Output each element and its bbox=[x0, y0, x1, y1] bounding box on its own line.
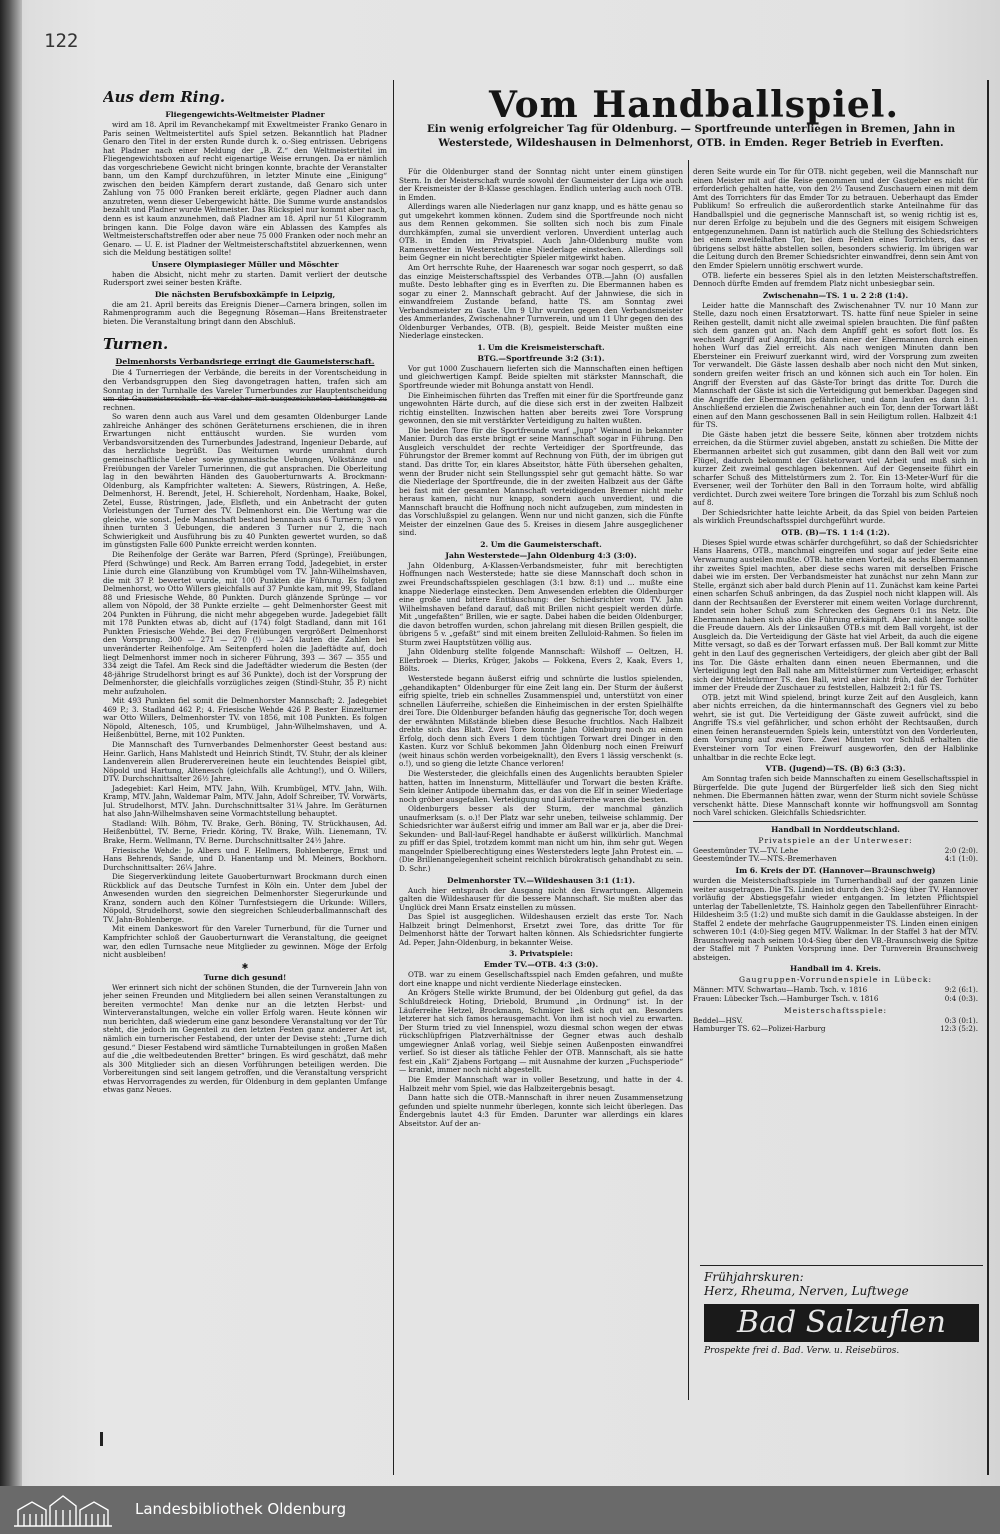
main-subtitle: Ein wenig erfolgreicher Tag für Oldenburg. — Sportfreunde unterliegen in Bremen, Jahn in Westerstede, Wildeshausen in Delmenhorst, OTB. in Emden. Reger Betrieb in Everften. bbox=[426, 123, 956, 149]
ring-heading: Aus dem Ring. bbox=[103, 88, 226, 106]
section-heading: 1. Um die Kreismeisterschaft. bbox=[477, 342, 605, 352]
article-text: Jadegebiet: Karl Heim, MTV. Jahn, Wilh. Krumbügel, MTV. Jahn, Wilh. Kramp, MTV. Jahn, Waldemar Palm, MTV. Jahn, Adolf Schreiber, TV. Vorwärts, Jul. Strudelhorst, MTV. Jahn. Durchschnittsalter 31¼ Jahre. Im Geräturnen hat also Jahn-Wilhelmshaven seine Vormachtstellung behauptet. bbox=[103, 783, 387, 819]
divider bbox=[693, 821, 978, 822]
results-list bbox=[693, 847, 978, 864]
article-text: Stadland: Wilh. Böhm, TV. Brake, Gerh. Böning, TV. Strückhausen, Ad. Heißenbüttel, TV. Berne, Friedr. Köring, TV. Brake, Wilh. Lienemann, TV. Brake, Herm. Wellmann, TV. Berne. Durchschnittsalter 24½ Jahre. bbox=[103, 818, 387, 846]
article-text: wurden die Meisterschaftsspiele im Turnerhandball auf der ganzen Linie weiter ausgetragen. Die TS. Linden ist durch den 3:2-Sieg über TV. Hannover vorläufig der Abstiegsgefahr wieder entgangen. Im letzten Pflichtspiel unterlag der Tabellenletzte, TS. Hainholz gegen den Tabellenführer Einracht-Hildesheim 3:5 (1:2) und mußte sich damit in die Gauklasse absteigen. In der Staffel 2 endete der mehrfache Gaugruppenmeister TS. Linden einen einigen schweren 10:1 (4:0)-Sieg gegen MTV. Walkmar. In der Staffel 3 hat der MTV. Braunschweig nach seinem 10:4-Sieg über den VB.-Braunschweig die Spitze der Staffel mit 7 Punkten Vorsprung inne. Der Turnverein Braunschweig absteigen. bbox=[693, 876, 978, 962]
article-text: An Krögers Stelle wirkte Brumund, der bei Oldenburg gut gefiel, da das Schlußdreieck Hoting, Driebold, Brumund „in Ordnung“ ist. In der Läuferreihe Hetzel, Brockmann, Schmiger ließ sich gut an. Besonders letzterer hat sich famos herausgemacht. Von ihm ist noch viel zu erwarten. Der Sturm tried zu viel Innenspiel, wozu diesmal schon wegen der etwas rückschlüpfrigen Platzverhältnisse der Gegner etwas auch deshalb umgewiegner Anlaß vorlag, weil Siebje seinen Außenposten einwandfrei verlief. So ist dieser als tätliche Fehler der OTB. Mannschaft, als sie hatte fest ein „Kali“ Zjabens Fortgang — mit Ausnahme der kurzen „Fuchsperiode“ — krankt, immer noch nicht abgestellt. bbox=[399, 988, 683, 1075]
subsection-heading: Gaugruppen-Vorrundenspiele in Lübeck: bbox=[738, 975, 933, 985]
turnen-heading: Turnen. bbox=[103, 335, 169, 354]
article-text: Oldenburgers besser als der Sturm, der manchmal gänzlich unaufmerksam (s. o.)! Der Platz war sehr uneben, teilweise schlammig. Der Schiedsrichter war äußerst eifrig und immer am Ball war er ja, aber die Drei-Sekunden- und Ball-lauf-Regel handhabte er äußerst willkürlich. Manchmal zu pfiff er das Spiel, trotzdem kommt man nicht um hin, ihm sehr gut. Wegen mangelnder Spielberechtigung eines Westersteders legte Jahn Protest ein. — (Die Brillenangelegenheit scheint reichlich bürokratisch gehandhabt zu sein. D. Schr.) bbox=[399, 804, 683, 874]
section-heading: 3. Privatspiele: bbox=[509, 949, 573, 959]
article-text: Für die Oldenburger stand der Sonntag nicht unter einem günstigen Stern. In der Meisterschaft wurde sowohl der Gaumeister der Liga wie auch der Kreismeister der B-Klasse geschlagen. Endlich unterlag auch noch OTB. in Emden. bbox=[399, 168, 683, 202]
article-text: OTB. war zu einem Gesellschaftsspiel nach Emden gefahren, und mußte dort eine knappe und nicht verdiente Niederlage einstecken. bbox=[399, 970, 683, 988]
article-text: Jahn Oldenburg stellte folgende Mannschaft: Wilshoff — Oeltzen, H. Ellerbroek — Dierks, Krüger, Jakobs — Fokkena, Evers 2, Kaak, Evers 1, Bölts. bbox=[399, 647, 683, 674]
match-heading: Emder TV.—OTB. 4:3 (3:0). bbox=[483, 960, 599, 970]
article-text: Wer erinnert sich nicht der schönen Stunden, die der Turnverein Jahn von jeher seinen Freunden und Mitgliedern bei allen seinen Veranstaltungen zu bereiten vermochte! Man denke nur an die letzten Herbst- und Winterveranstaltungen, welche ein voller Erfolg waren. Heute können wir nun berichten, daß wiederum eine ganz besondere Veranstaltung vor der Tür steht, die jedoch im Gegenteil zu den letzten Festen ganz anderer Art ist, nämlich ein turnerischer Festabend, der unter der Devise steht: „Turne dich gesund.“ Dieser Festabend wird sämtliche Turnabteilungen in großen Maßen auf die „die weltbedeutenden Bretter“ bringen. Es wird geschätzt, daß mehr als 300 Mitglieder sich an diesen Vorführungen beteiligen werden. Die Vorbereitungen sind seit langem getroffen, und die Veranstaltung verspricht etwas Hervorragendes zu werden, für Oldenburg in dem geplanten Umfange etwas ganz Neues. bbox=[103, 982, 387, 1095]
ad-footnote: Prospekte frei d. Bad. Verw. u. Reisebüros. bbox=[704, 1346, 900, 1356]
subsection-heading: Im 6. Kreis der DT. (Hannover—Braunschweig) bbox=[735, 866, 936, 876]
ad-line: Frühjahrskuren: bbox=[704, 1270, 804, 1284]
article-text: Am Sonntag trafen sich beide Mannschaften zu einem Gesellschaftsspiel in Bürgerfelde. Die gute Jugend der Bürgerfelder ließ sich den Sieg nicht nehmen. Die Ebermannen hätten zwar, wenn der Sturm nicht soviele Schüsse verschenkt hätte. Diese Mannschaft konnte wir hoffnungsvoll am Sonntag noch Varel schicken. Gleichfalls Schiedsrichter. bbox=[693, 774, 978, 818]
article-text: Auch hier entsprach der Ausgang nicht den Erwartungen. Allgemein galten die Wildeshauser für die bessere Mannschaft. Sie mußten aber das Unglück drei Mann Ersatz einstellen zu müssen. bbox=[399, 885, 683, 912]
result-row: Hamburger TS. 62—Polizei-Harburg 12:3 (5:2). bbox=[693, 1024, 978, 1034]
column-rule bbox=[688, 160, 689, 1400]
library-name: Landesbibliothek Oldenburg bbox=[135, 1500, 347, 1518]
ad-brand: Bad Salzuflen bbox=[704, 1304, 979, 1342]
article-text: Mit 493 Punkten fiel somit die Delmenhorster Mannschaft; 2. Jadegebiet 469 P.; 3. Stadland 462 P.; 4. Friesische Wehde 426 P. Bester Einzelturner war Otto Willers, Delmenhorster TV. von 1856, mit 108 Punkten. Es folgen Nöpold, Altenesch, 105, und Krumbügel, Jahn-Wilhelmshaven, und A. Heißenbüttel, Berne, mit 102 Punkten. bbox=[103, 696, 387, 740]
article-text: Die beiden Tore für die Sportfreunde warf „Jupp“ Weinand in bekannter Manier. Durch das erste bringt er seine Mannschaft sogar in Führung. Den Ausgleich verschuldet der rechte Verteidiger der Sportfreunde, das Führungstor der Bremer kommt auf Rechnung von Füth, der im übrigen gut stand. Das dritte Tor, ein klares Abseitstor, hätte Füth übersehen gehalten, wenn der Bruder nicht sein Stellungsspiel sehr gut gemacht hätte. So war die Niederlage der Sportfreunde, die in der zweiten Halbzeit aus der Gäfte bei fast mit der gesamten Mannschaft verteidigenden Bremer nicht mehr heraus kamen, nicht nur knapp, sondern auch unverdient, und die Mannschaft braucht die Hoffnung noch nicht aufzugeben, zum mindesten in das Vorschlußspiel zu gelangen. Wenn nur und nicht ganzen, sich die Fünfte Meister der einzelnen Gaue des 5. Kreises in diesem Jahre ausgeglichener sind. bbox=[399, 425, 683, 538]
article-text: Allerdings waren alle Niederlagen nur ganz knapp, und es hätte genau so gut umgekehrt kommen können. Zudem sind die Sportfreunde noch nicht aus dem Rennen gekommen. Sie sollten sich noch bis zum Finale durchkämpfen, zumal sie unverdient verloren. Unverdient unterlag auch OTB. in Emden im Privatspiel. Auch Jahn-Oldenburg mußte vom Ramensvetter in Westerstede eine Niederlage einstecken. Allerdings soll beim Gegner ein nicht berechtigter Spieler mitgewirkt haben. bbox=[399, 202, 683, 263]
article-heading: Fliegengewichts-Weltmeister Pladner bbox=[165, 110, 325, 119]
section-heading: 2. Um die Gaumeisterschaft. bbox=[480, 539, 602, 549]
subsection-heading: Meisterschaftsspiele: bbox=[783, 1005, 888, 1015]
main-title: Vom Handballspiel. bbox=[488, 84, 900, 126]
asterisk-divider: ✱ bbox=[241, 961, 249, 971]
library-building-icon bbox=[10, 1492, 116, 1528]
results-list bbox=[693, 986, 978, 1003]
match-heading: BTG.—Sportfreunde 3:2 (3:1). bbox=[477, 353, 605, 363]
subsection-heading: Privatspiele an der Unterweser: bbox=[758, 835, 913, 845]
result-row: Frauen: Lübecker Tsch.—Hamburger Tsch. v. 1816 0:4 (0:3). bbox=[693, 994, 978, 1004]
article-text: Dann hatte sich die OTB.-Mannschaft in ihrer neuen Zusammensetzung gefunden und spielte nunmehr überlegen, konnte sich leicht überlegen. Das Endergebnis lautet 4:3 für Emden. Darunter war allerdings ein klares Abseitstor. Auf der an- bbox=[399, 1093, 683, 1128]
article-text: Die Gäste haben jetzt die bessere Seite, können aber trotzdem nichts erreichen, da die Stürmer zuviel abgeben, anstatt zu schießen. Die Mitte der Ebermannen arbeitet sich gut zusammen, gibt dann den Ball weit vor zum Flügel, dadurch bekommt der Gästetorwart viel Arbeit und muß sich in kurzer Zeit zweimal geschlagen bekennen. Auf der Gegenseite führt ein scharfer Schuß des Mittelstürmers zum 2. Tor. Ein 13-Meter-Wurf für die Eversener, weil der Torhüter den Ball in den Torraum holte, wird abfällig verdichtet. Durch zwei weitere Tore bringen die Torzahl bis zum Schluß noch auf 8. bbox=[693, 429, 978, 508]
page-number: 122 bbox=[44, 30, 79, 52]
article-text: haben die Absicht, nicht mehr zu starten. Damit verliert der deutsche Rudersport zwei seiner besten Kräfte. bbox=[103, 269, 387, 288]
column-middle bbox=[399, 168, 683, 1468]
advertisement bbox=[704, 1270, 979, 1382]
result-row: Männer: MTV. Schwartau—Hamb. Tsch. v. 1816 9:2 (6:1). bbox=[693, 985, 978, 995]
column-rule bbox=[393, 80, 394, 1475]
article-text: Jahn Oldenburg, A-Klassen-Verbandsmeister, fuhr mit berechtigten Hoffnungen nach Westerstede; hatte sie diese Mannschaft doch schon in zwei Freundschaftsspielen geschlagen (3:1 bzw. 8:1) und ... mußte eine knappe Niederlage einstecken. Dem Anwesenden erlebten die Oldenburger eine große und bittere Enttäuschung: der Schiedsrichter vom TV. Jahn Wilhelmshaven befand darauf, daß mit Brillen nicht gespielt werden dürfe. Mit „ungefaßten“ Brillen, wie er sagte. Dabei haben die beiden Oldenburger, die davon betroffen wurden, schon jahrelang mit diesen Brillen gespielt, die übrigens 5 v. „gefaßt“ sind mit einem breiten Zelluloid-Rahmen. So fielen im Sturm zwei Hauptstützen völlig aus. bbox=[399, 560, 683, 647]
library-footer bbox=[0, 1486, 1000, 1534]
article-text: Mit einem Dankeswort für den Vareler Turnerbund, für die Turner und Kampfrichter schloß der Gauoberturnwart die Veranstaltung, die geeignet war, den edlen Turnsache neue Mitglieder zu gewinnen. Möge der Erfolg nicht ausbleiben! bbox=[103, 924, 387, 960]
article-text: Westerstede begann äußerst eifrig und schnürte die lustlos spielenden, „gehandikapten“ Oldenburger für eine Zeit lang ein. Der Sturm der äußerst eifrig spielte, trieb ein schnelles Zusammenspiel und, unterstützt von einer schnellen Läuferreihe, schießen die Einheimischen in der ersten Spielhälfte drei Tore. Die Oldenburger befanden häufig das gegnerische Tor, doch wegen der erwähnten Mißstände blieben diese Besuche fruchtlos. Nach Halbzeit drehte sich das Blatt. Zwei Tore konnte Jahn Oldenburg noch zu einem Erfolg, doch denn sich Evers 1 dem tüchtigen Torwart drei Dinger in den Kasten. Kurz vor Schluß bekommen Jahn Oldenburg noch einen Freiwurf (weit hinaus schön werden vorbeigeknallt), den Evers 1 lässig verschenkt (s. o.!), und so gieng die letzte Chance verloren! bbox=[399, 673, 683, 769]
article-heading: Turne dich gesund! bbox=[203, 972, 287, 982]
article-text: Die Reihenfolge der Geräte war Barren, Pferd (Sprünge), Freiübungen, Pferd (Schwünge) und Reck. Am Barren errang Todd, Jadegebiet, in erster Linie durch eine Glanzübung von Krumbügel vom TV. Jahn-Wilhelmshaven, die mit 37 P. bewertet wurde, mit 100 Punkten die Führung. Es folgten Delmenhorst, wo Otto Willers gleichfalls auf 37 Punkte kam, mit 99, Stadland 88 und Friesische Wehde, 80 Punkten. Durch glänzende Sprünge — vor allem von Nöpold, der 38 Punkte erzielte — geht Delmenhorster Geest mit 204 Punkten in Führung, die nicht mehr abgegeben wurde. Jadegebiet fällt mit 178 Punkten etwas ab, dicht auf (174) folgt Stadland, dann mit 161 Punkten Friesische Wehde. Bei den Freiübungen vergrößert Delmenhorst den Vorsprung. 300 — 271 — 270 (!) — 245 lauten die Zahlen bei unveränderter Reihenfolge. Am Seitenpferd holen die Jadeftädte auf, doch liegt Delmenhorst immer noch in sicherer Führung, 393 — 367 — 355 und 334 zeigt die Tafel. Am Reck sind die Jadeftädter wiederum die Besten (der 48-jährige Strudelhorst bringt es auf 36 Punkte), doch ist der Vorsprung der Delmenhorster, die gleichfalls vorzügliches zeigen (Stindl-Stuhr, 35 P.) nicht mehr aufzuholen. bbox=[103, 549, 387, 696]
article-text: Am Ort herrschte Ruhe, der Haarenesch war sogar noch gesperrt, so daß das einzige Meisterschaftsspiel des Verbandes OTB.—Jahn (O) ausfallen mußte. Desto lebhafter ging es in Everften zu. Die Ebermannen haben es sogar zu einer 2. Mannschaft gebracht. Auf der Jahnwiese, die sich in einwandfreiem Zustande befand, hatte TS. am Sonntag zwei Verbandsmeister zu Gaste. Um 9 Uhr wurden gegen den Verbandsmeister des Ammerlandes, Zwischenahner Turnverein, und um 11 Uhr gegen den des Oldenburger Verbandes, OTB. (B), gespielt. Beide Meister mußten eine Niederlage einstecken. bbox=[399, 263, 683, 341]
column-right bbox=[693, 168, 978, 1408]
article-text: Vor gut 1000 Zuschauern lieferten sich die Mannschaften einen heftigen und gleichwertigen Kampf. Beide spielten mit stärkster Mannschaft, die Sportfreunde wieder mit Bohunga anstatt von Hendl. bbox=[399, 363, 683, 391]
article-text: Friesische Wehde: Jo Albers und F. Hellmers, Bohlenberge, Ernst und Hans Behrends, Sande, und D. Hanentamp und M. Meiners, Bockhorn. Durchschnittsalter: 26¼ Jahre. bbox=[103, 845, 387, 872]
match-heading: Zwischenahn—TS. 1 u. 2 2:8 (1:4). bbox=[762, 290, 909, 300]
article-text: wird am 18. April im Revanchekampf mit Exweltmeister Franko Genaro in Paris seinen Weltmeistertitel aufs Spiel setzen. Bekanntlich hat Pladner Genaro den Titel in der ersten Runde durch k. o.-Sieg entrissen. Uebrigens hat Pladner nach einer Meldung der „B. Z.“ den Weltmeistertitel im Fliegengewichtsboxen auf recht eigenartige Weise errungen. Da er nämlich das vorgeschriebene Gewicht nicht bringen konnte, brachte der Veranstalter bann, um den Kampf durchzuführen, in letzter Minute eine „Einigung“ zwischen den beiden Kämpfern derart zustande, daß Genaro sich unter Zahlung von 75 000 Franken bereit erklärte, gegen Pladner auch dann anzutreten, wenn dieser Uebergewicht hätte. Die Summe wurde anstandslos bezahlt und Pladner wurde Weltmeister. Das Rückspiel nur kommt aber nach, denn es ist kaum anzunehmen, daß Pladner am 18. April nur 51 Kilogramm bringen kann. Die Folge davon wäre ein Ablassen des Kampfes als Weltmeisterschaftstreffen oder aber neue 75 000 Franken oder noch mehr an Genaro. — U. E. ist Pladner der Weltmeisterschaftstitel abzuerkennen, wenn sich die Meldung bestätigen sollte! bbox=[103, 120, 387, 258]
match-heading: OTB. (B)—TS. 1 1:4 (1:2). bbox=[781, 527, 890, 537]
article-text: Die Siegerverkündung leitete Gauoberturnwart Brockmann durch einen Rückblick auf das Deutsche Turnfest in Köln ein. Unter dem Jubel der Anwesenden wurden den siegreichen Delmenhorster Siegerurkunde und Kranz, sondern auch den Kölner Turnfestsiegern die Urkunde: Willers, Nöpold, Strudelhorst, sowie den siegreichen Schleuderballmannschaft des TV. Jahn-Bohlenberge. bbox=[103, 872, 387, 924]
article-heading: Die nächsten Berufsboxkämpfe in Leipzig, bbox=[154, 289, 336, 299]
article-text: Dieses Spiel wurde etwas schärfer durchgeführt, so daß der Schiedsrichter Hans Haarens, OTB., manchmal eingreifen und sogar auf jeder Seite eine Verwarnung austeilen mußte. OTB. hatte einen Vorteil, da sechs Ebermannen ihr zweites Spiel machten, aber diese sechs waren mit derselben Frische dabei wie im ersten. Der Verbandsmeister hat zunächst nur zehn Mann zur Stelle, ergänzt sich aber bald durch Plenin auf 11. Zunächst kam keine Partei einen scharfen Schuß anbringen, da das Zuspiel noch nicht klappen will. Als dann der Rechtsaußen der Eversterer mit einem weiten Vorlage durchrennt, landet sein hoher Schuß zum Schrecken des Gegners 0:1 ins Netz. Die Ebermannen haben sich also die Führung erkämpft. Aber nicht lange sollte die Freude dauern. Als der Linksaußen OTB.s mit dem Ball vorgeht, ist der Ausgleich da. Die Verteidigung der Gäste hat viel Arbeit, da auch die eigene Mitte versagt, so daß es der Torwart erfassen muß. Der Ball kommt zur Mitte geht in den Lauf des gegnerischen Verteidigers, der gleich aber gibt der Ball ins Tor. Die Gäste erhalten dann einen neuen Ebermannen, und die Verteidigung legt den Ball nahe am Mittelstürmer zum Verteidiger, erhascht sich der Mittelstürmer TS. den Ball, wird aber nicht früh, daß der Torhüter immer der Freude der Zuschauer zu feststellen, Halbzeit 2:1 für TS. bbox=[693, 537, 978, 693]
match-heading: Jahn Westerstede—Jahn Oldenburg 4:3 (3:0). bbox=[445, 550, 637, 560]
article-text: Die 4 Turnerriegen der Verbände, die bereits in der Vorentscheidung in den Verbandsgruppen den Sieg davongetragen hatten, trafen sich am Sonntag in der Turnhalle des Vareler Turnerbundes zur Hauptentscheidung um die Gaumeisterschaft. Es war daher mit ausgezeichneten Leistungen zu rechnen. bbox=[103, 368, 387, 412]
article-text: Leider hatte die Mannschaft des Zwischenahner TV. nur 10 Mann zur Stelle, dazu noch einen Ersatztorwart. TS. hatte fünf neue Spieler in seine Reihen gestellt, damit nicht alle zweimal spielen brauchten. Die fünf paßten sich dem ganzen gut an. Nach dem Anpfiff geht es sofort flott los. Es wechselt Angriff auf Angriff, bis dann einer der Ebermannen durch einen hohen Wurf das Ziel erreicht. Als nach wenigen Minuten dann ben Ebersteiner ein Freiwurf zuerkannt wird, wird der Vorsprung zum zweiten Tor verwandelt. Die Gäste lassen deshalb aber noch nicht den Mut sinken, sondern greifen weiter frisch an und können sich auch ein Tor holen. Ein Angriff der Eversten auf das Gäste-Tor bringt das dritte Tor. Durch die Mannschaft der Gäste ist sich die Verteidigung gut bemerkbar. Dagegen sind die Angriffe der Ebermannen gefährlicher, und dann laufen es dann 3:1. Anschließend erzielen die Zwischenahner auch ein Tor, denn der Torwart läßt einen auf den Mann geschossenen Ball in sein Heiligtum rollen. Halbzeit 4:1 für TS. bbox=[693, 300, 978, 430]
article-heading: Delmenhorsts Verbandsriege erringt die Gaumeisterschaft. bbox=[115, 357, 375, 367]
article-heading: Unsere Olympiasieger Müller und Möschter bbox=[151, 259, 339, 269]
article-text: OTB. jetzt mit Wind spielend, bringt kurze Zeit auf den Ausgleich, kann aber nichts erreichen, da die hintermannschaft des Gegners viel zu bebo wehrt, sie ist gut. Die Verteidigung der Gäste zuweit aufrückt, sind die Angriffe TS.s viel gefährlicher, und schon erhöht der Rechtsaußen, durch einen feinen heransteuernden Spiels kein, unterstützt von den Vorderleuten, dem Vorsprung auf zwei Tore. Zwei Minuten vor Schluß erhalten die Eversteiner vorn Tor einen Freiwurf ausgeworfen, den der Halblinke unhaltbar in die rechte Ecke legt. bbox=[693, 692, 978, 762]
results-list bbox=[693, 1017, 978, 1034]
article-text: OTB. lieferte ein besseres Spiel als in den letzten Meisterschaftstreffen. Dennoch dürfte Emden auf fremdem Platz nicht unbesiegbar sein. bbox=[693, 270, 978, 289]
column-rule bbox=[987, 80, 989, 1475]
article-text: Die Mannschaft des Turnverbandes Delmenhorster Geest bestand aus: Heinr. Garlich, Hans Mahlstedt und Heinrich Stindt, TV. Stuhr, der als kleiner Landenverein allen Bruderervereinen heute ein leuchtendes Beispiel gibt, Nöpold und Hartung, Altenesch (gleichfalls alle Achtung!), und O. Willers, DTV. Durchschnittsalter 26½ Jahre. bbox=[103, 740, 387, 784]
ad-line: Herz, Rheuma, Nerven, Luftwege bbox=[704, 1284, 909, 1298]
match-heading: VTB. (Jugend)—TS. (B) 6:3 (3:3). bbox=[765, 764, 906, 774]
match-heading: Delmenhorster TV.—Wildeshausen 3:1 (1:1). bbox=[446, 875, 635, 885]
article-text: deren Seite wurde ein Tor für OTB. nicht gegeben, weil die Mannschaft nur einen Meister mit auf die Reise genommen und der Gastgeber es nicht für erforderlich gehalten hatte, von den 2½ Tausend Zuschauern einen mit dem Amt des Torrichters für das Emder Tor zu betrauen. Ueberhaupt das Emder Publikum! So erfreulich die außerordentlich starke Anteilnahme für das Handballspiel und die gegnerische Mannschaft ist, so wenig richtig ist es, nur deren Erfolge zu bejubeln und die des Gegners mit eisigem Schweigen entgegenzunehmen. Dann ist natürlich auch die Stellung des Schiedsrichters bei einem zweifelhaften Tor, bei dem Fehlen eines Torrichters, das er übrigens selbst hätte abstellen sollen, besonders schwierig. Im übrigen war die Leitung durch den Bremer Schiedsrichter einwandfrei, denn sein Amt von den Emder Spielern unnötig erschwert wurde. bbox=[693, 168, 978, 271]
result-row: Geestemünder TV.—TV. Lehe 2:0 (2:0). bbox=[693, 845, 978, 855]
article-text: Die Emder Mannschaft war in voller Besetzung, und hatte in der 4. Halbzeit mehr vom Spiel, wie das Halbzeitergebnis besagt. bbox=[399, 1074, 683, 1093]
result-row: Beddel—HSV. 0:3 (0:1). bbox=[693, 1015, 978, 1025]
page-edge bbox=[0, 0, 22, 1486]
article-text: die am 21. April bereits das Ereignis Diener—Carnera bringen, sollen im Rahmenprogramm auch die Begegnung Röseman—Hans Breitenstraeter bieten. Die Veranstaltung bringt dann den Abschluß. bbox=[103, 299, 387, 326]
article-text: Der Schiedsrichter hatte leichte Arbeit, da das Spiel von beiden Parteien als wirklich Freundschaftsspiel durchgeführt wurde. bbox=[693, 507, 978, 526]
column-left bbox=[103, 85, 387, 1485]
article-text: So waren denn auch aus Varel und dem gesamten Oldenburger Lande zahlreiche Anhänger des schönen Geräteturnens erschienen, die in ihren Erwartungen nicht enttäuscht wurden. Sie wurden vom Verbandsvorsitzenden des Turnerbundes Jadestrand, Ingenieur Debarde, auf das herzlichste begrüßt. Das Weiturnen wurde umrahmt durch gemeinschaftliche Ueber sowie gymnastische Uebungen, Volkstänze und Freiübungen der Vareler Turnerinnen, die gut ansprachen. Die Oberleitung lag in den bewährten Händen des Gauoberturnwarts A. Brockmann-Oldenburg, als Kampfrichter walteten: A. Siewers, Rüstringen, A. Heße, Delmenhorst, H. Berendt, Jetel, H. Schiereholt, Nordenham, Haake, Bokel, Zetel, Eusse, Rüstringen, Jade, Elsfleth, und ein Anbetracht der guten Vorleistungen der Turner des TV. Delmenhorst ein. Die Wertung war die gleiche, wie sonst. Jede Mannschaft bestand bennnach aus 6 Turnern; 3 von ihnen turnten 3 Uebungen, die anderen 3 Turner nur 2, die nach Schwierigkeit und Ausführung bis zu 40 Punkten gewertet wurden, so daß im günstigsten Falle 600 Punkte erreicht werden konnten. bbox=[103, 412, 387, 550]
print-mark bbox=[100, 1432, 103, 1446]
article-text: Die Einheimischen führten das Treffen mit einer für die Sportfreunde ganz ungewohnten Härte durch, auf die diese sich erst in der zweiten Halbzeit richtig einstellten. Inzwischen hatten aber bereits zwei Tore Vorsprung gewonnen, den sie mit verstärkter Verteidigung zu halten wußten. bbox=[399, 390, 683, 426]
section-heading: Handball im 4. Kreis. bbox=[790, 964, 881, 974]
result-row: Geestemünder TV.—NTS.-Bremerhaven 4:1 (1:0). bbox=[693, 854, 978, 864]
article-text: Das Spiel ist ausgeglichen. Wildeshausen erzielt das erste Tor. Nach Halbzeit bringt Delmenhorst, Ersetzt zwei Tore, das dritte Tor für Delmenhorst hätte der Torwart halten können. Als Schiedsrichter fungierte Ad. Peper, Jahn-Oldenburg, in bekannter Weise. bbox=[399, 912, 683, 947]
section-heading: Handball in Norddeutschland. bbox=[771, 824, 900, 834]
article-text: Die Westersteder, die gleichfalls einen des Augenlichts beraubten Spieler hatten, hatten im Innensturm, Mittelläufer und Torwart die besten Kräfte. Sein kleiner Antipode übernahm das, er das von die Elf in seiner Wiederlage noch gröber ausgefallen. Verteidigung und Läuferreihe waren die besten. bbox=[399, 769, 683, 804]
